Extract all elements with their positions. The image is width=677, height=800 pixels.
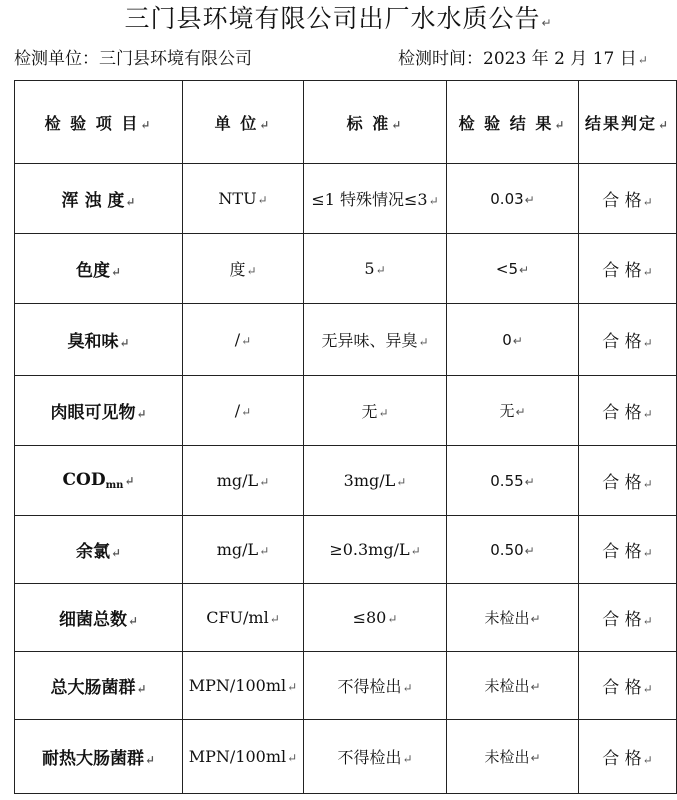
paragraph-mark-icon: ↵ xyxy=(140,117,153,132)
paragraph-mark-icon: ↵ xyxy=(375,263,386,277)
paragraph-mark-icon: ↵ xyxy=(642,614,653,628)
paragraph-mark-icon: ↵ xyxy=(125,195,136,209)
paragraph-mark-icon: ↵ xyxy=(642,546,653,560)
paragraph-mark-icon: ↵ xyxy=(269,612,280,626)
item-cell: 余氯↵ xyxy=(15,516,183,584)
table-row xyxy=(15,584,677,652)
item-cell: 色度↵ xyxy=(15,234,183,304)
paragraph-mark-icon: ↵ xyxy=(637,53,648,67)
result-cell: 0.55↵ xyxy=(447,446,579,516)
verdict-cell: 合 格↵ xyxy=(579,164,677,234)
paragraph-mark-icon: ↵ xyxy=(259,475,270,489)
paragraph-mark-icon: ↵ xyxy=(144,753,156,767)
paragraph-mark-icon: ↵ xyxy=(378,406,389,420)
paragraph-mark-icon: ↵ xyxy=(524,192,535,207)
org-line xyxy=(14,47,252,71)
water-quality-table xyxy=(14,80,677,794)
verdict-cell: 合 格↵ xyxy=(579,516,677,584)
paragraph-mark-icon: ↵ xyxy=(259,544,270,558)
table-body xyxy=(15,164,677,794)
standard-cell: ≤80↵ xyxy=(304,584,447,652)
paragraph-mark-icon: ↵ xyxy=(642,195,653,209)
paragraph-mark-icon: ↵ xyxy=(530,612,541,626)
paragraph-mark-icon: ↵ xyxy=(396,475,407,489)
paragraph-mark-icon: ↵ xyxy=(519,262,530,277)
paragraph-mark-icon: ↵ xyxy=(642,477,653,491)
paragraph-mark-icon: ↵ xyxy=(110,265,122,279)
header-cell: 标 准↵ xyxy=(304,81,447,164)
paragraph-mark-icon: ↵ xyxy=(512,333,523,348)
paragraph-mark-icon: ↵ xyxy=(287,680,298,694)
unit-cell: 度↵ xyxy=(183,234,304,304)
verdict-cell: 合 格↵ xyxy=(579,446,677,516)
standard-cell: 不得检出↵ xyxy=(304,720,447,794)
paragraph-mark-icon: ↵ xyxy=(257,193,268,207)
verdict-cell: 合 格↵ xyxy=(579,234,677,304)
paragraph-mark-icon: ↵ xyxy=(657,117,671,132)
date-value: 2023 年 2 月 17 日 xyxy=(483,49,637,69)
standard-cell: 无异味、异臭↵ xyxy=(304,304,447,376)
verdict-cell: 合 格↵ xyxy=(579,304,677,376)
paragraph-mark-icon: ↵ xyxy=(524,543,535,558)
table-row xyxy=(15,652,677,720)
paragraph-mark-icon: ↵ xyxy=(530,680,541,694)
verdict-cell: 合 格↵ xyxy=(579,584,677,652)
verdict-cell: 合 格↵ xyxy=(579,376,677,446)
item-cell: 细菌总数↵ xyxy=(15,584,183,652)
paragraph-mark-icon: ↵ xyxy=(391,117,404,132)
paragraph-mark-icon: ↵ xyxy=(642,753,653,767)
paragraph-mark-icon: ↵ xyxy=(428,194,439,208)
paragraph-mark-icon: ↵ xyxy=(387,612,398,626)
paragraph-mark-icon: ↵ xyxy=(541,16,553,30)
date-line xyxy=(398,47,648,72)
paragraph-mark-icon: ↵ xyxy=(241,334,252,348)
paragraph-mark-icon: ↵ xyxy=(524,474,535,489)
result-cell: <5↵ xyxy=(447,234,579,304)
table-row xyxy=(15,446,677,516)
paragraph-mark-icon: ↵ xyxy=(136,407,147,421)
header-cell: 检 验 结 果↵ xyxy=(447,81,579,164)
paragraph-mark-icon: ↵ xyxy=(515,405,526,419)
org-label: 检测单位： xyxy=(14,49,99,69)
standard-cell: ≥0.3mg/L↵ xyxy=(304,516,447,584)
unit-cell: CFU/ml↵ xyxy=(183,584,304,652)
header-cell: 单 位↵ xyxy=(183,81,304,164)
title-text: 三门县环境有限公司出厂水水质公告 xyxy=(124,4,541,33)
result-cell: 0.03↵ xyxy=(447,164,579,234)
verdict-cell: 合 格↵ xyxy=(579,720,677,794)
paragraph-mark-icon: ↵ xyxy=(410,544,421,558)
table-row xyxy=(15,164,677,234)
item-cell: 总大肠菌群↵ xyxy=(15,652,183,720)
item-subscript: mn xyxy=(105,480,124,491)
item-cell: 肉眼可见物↵ xyxy=(15,376,183,446)
unit-cell: mg/L↵ xyxy=(183,446,304,516)
item-cell: 臭和味↵ xyxy=(15,304,183,376)
result-cell: 0.50↵ xyxy=(447,516,579,584)
item-cell: 浑 浊 度↵ xyxy=(15,164,183,234)
table-header-row xyxy=(15,81,677,164)
org-value: 三门县环境有限公司 xyxy=(99,49,252,69)
result-cell: 未检出↵ xyxy=(447,584,579,652)
paragraph-mark-icon: ↵ xyxy=(418,335,429,349)
paragraph-mark-icon: ↵ xyxy=(642,682,653,696)
paragraph-mark-icon: ↵ xyxy=(124,474,135,488)
paragraph-mark-icon: ↵ xyxy=(642,265,653,279)
standard-cell: 3mg/L↵ xyxy=(304,446,447,516)
unit-cell: MPN/100ml↵ xyxy=(183,720,304,794)
date-label: 检测时间： xyxy=(398,49,483,69)
paragraph-mark-icon: ↵ xyxy=(110,546,122,560)
item-cell: $COD_{mn}↵$ xyxy=(15,446,183,516)
unit-cell: /↵ xyxy=(183,376,304,446)
paragraph-mark-icon: ↵ xyxy=(530,751,541,765)
paragraph-mark-icon: ↵ xyxy=(127,614,139,628)
table-row xyxy=(15,376,677,446)
unit-cell: /↵ xyxy=(183,304,304,376)
result-cell: 未检出↵ xyxy=(447,652,579,720)
table-row xyxy=(15,516,677,584)
standard-cell: 不得检出↵ xyxy=(304,652,447,720)
paragraph-mark-icon: ↵ xyxy=(259,117,272,132)
paragraph-mark-icon: ↵ xyxy=(287,751,298,765)
paragraph-mark-icon: ↵ xyxy=(642,336,653,350)
paragraph-mark-icon: ↵ xyxy=(241,405,252,419)
page-title xyxy=(0,2,677,40)
standard-cell: ≤1 特殊情况≤3↵ xyxy=(304,164,447,234)
paragraph-mark-icon: ↵ xyxy=(402,681,413,695)
table-row xyxy=(15,720,677,794)
result-cell: 未检出↵ xyxy=(447,720,579,794)
item-cell: 耐热大肠菌群↵ xyxy=(15,720,183,794)
paragraph-mark-icon: ↵ xyxy=(402,752,413,766)
standard-cell: 无↵ xyxy=(304,376,447,446)
paragraph-mark-icon: ↵ xyxy=(136,682,147,696)
result-cell: 无↵ xyxy=(447,376,579,446)
paragraph-mark-icon: ↵ xyxy=(554,117,567,132)
table-row xyxy=(15,304,677,376)
paragraph-mark-icon: ↵ xyxy=(246,264,257,278)
header-cell: 检 验 项 目↵ xyxy=(15,81,183,164)
table-row xyxy=(15,234,677,304)
header-cell: 结果判定↵ xyxy=(579,81,677,164)
unit-cell: NTU↵ xyxy=(183,164,304,234)
standard-cell: 5↵ xyxy=(304,234,447,304)
verdict-cell: 合 格↵ xyxy=(579,652,677,720)
result-cell: 0↵ xyxy=(447,304,579,376)
paragraph-mark-icon: ↵ xyxy=(119,336,130,350)
unit-cell: MPN/100ml↵ xyxy=(183,652,304,720)
paragraph-mark-icon: ↵ xyxy=(642,407,653,421)
unit-cell: mg/L↵ xyxy=(183,516,304,584)
